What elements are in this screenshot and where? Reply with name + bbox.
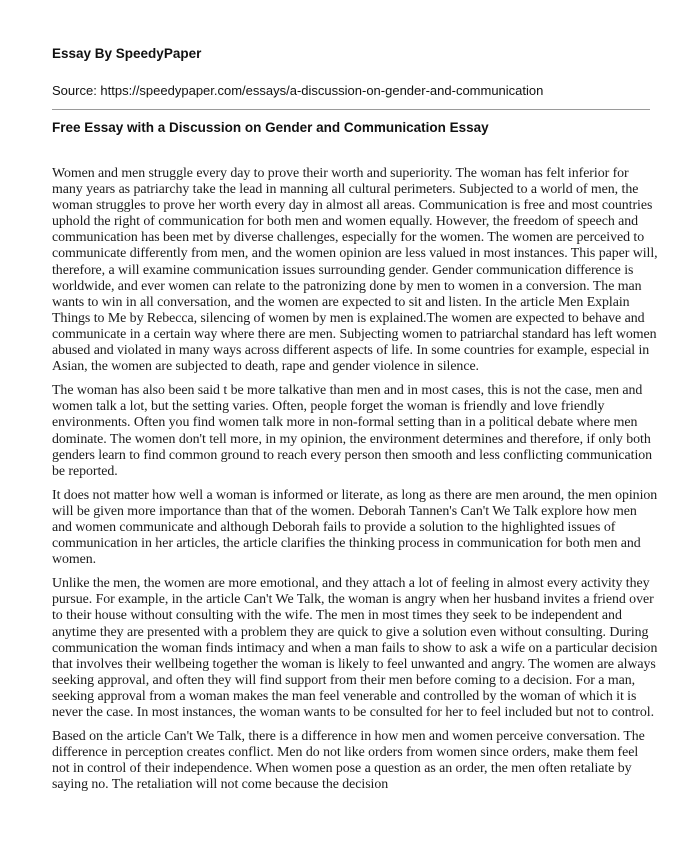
essay-paragraph: It does not matter how well a woman is informed or literate, as long as there are men around, the men opinion will be given more importance than that of the women. Deborah Tannen's Can't We Talk explore how men and women communicate and although Deborah fails to provide a solution to the highlighted issues of communication in her articles, the article clarifies the thinking process in communication for both men and women. xyxy=(52,487,658,568)
source-line: Source: https://speedypaper.com/essays/a-discussion-on-gender-and-communication xyxy=(52,83,544,98)
essay-title: Free Essay with a Discussion on Gender and Communication Essay xyxy=(52,120,489,135)
brand-heading: Essay By SpeedyPaper xyxy=(52,46,202,61)
essay-paragraph: The woman has also been said t be more talkative than men and in most cases, this is not the case, men and women talk a lot, but the setting varies. Often, people forget the woman is friendly and love friendly environments. Often you find women talk more in non-formal setting than in a political debate where men dominate. The women don't tell more, in my opinion, the environment determines and therefore, if only both genders learn to find common ground to reach every person then smooth and less conflicting communication be reported. xyxy=(52,383,653,479)
essay-paragraph: Unlike the men, the women are more emotional, and they attach a lot of feeling in almost every activity they pursue. For example, in the article Can't We Talk, the woman is angry when her husband invites a friend over to their house without consulting with the wife. The men in most times they seek to be independent and anytime they are presented with a problem they are quick to give a solution even without consulting. During communication the woman finds intimacy and when a man fails to show to ask a wife on a particular decision that involves their wellbeing together the woman is likely to feel unwanted and angry. The women are always seeking approval, and often they will find support from their men before coming to a decision. For a man, seeking approval from a woman makes the man feel venerable and controlled by the woman of which it is never the case. In most instances, the woman wants to be consulted for her to feel included but not to control. xyxy=(52,576,658,720)
essay-paragraph: Based on the article Can't We Talk, there is a difference in how men and women perceive conversation. The difference in perception creates conflict. Men do not like orders from women since orders, make them feel not in control of their independence. When women pose a question as an order, the men often retaliate by saying no. The retaliation will not come because the decision xyxy=(52,729,645,793)
document-header xyxy=(52,46,652,99)
essay-paragraph: Women and men struggle every day to prove their worth and superiority. The woman has felt inferior for many years as patriarchy take the lead in manning all cultural perimeters. Subjected to a world of men, the woman struggles to prove her worth every day in almost all areas. Communication is free and most countries uphold the right of communication for both men and women equally. However, the freedom of speech and communication has been met by diverse challenges, especially for the women. The women are perceived to communicate differently from men, and the women opinion are less valued in most instances. This paper will, therefore, a will examine communication issues surrounding gender. Gender communication difference is worldwide, and ever women can relate to the patronizing done by men to women in a conversion. The man wants to win in all conversation, and the women are expected to sit and listen. In the article Men Explain Things to Me by Rebecca, silencing of women by men is explained.The women are expected to behave and communicate in a certain way where there are men. Subjecting women to patriarchal standard has left women abused and violated in many ways across different aspects of life. In some countries for example, especial in Asian, the women are subjected to death, rape and gender violence in silence. xyxy=(52,166,658,375)
essay-body xyxy=(52,166,658,801)
header-divider xyxy=(52,109,650,110)
